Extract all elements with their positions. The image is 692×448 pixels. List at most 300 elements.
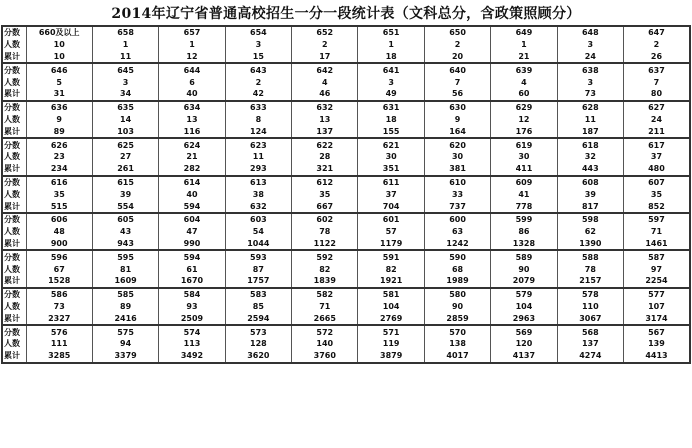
score-cell: 588 bbox=[557, 250, 623, 263]
count-cell: 24 bbox=[624, 114, 690, 126]
count-cell: 7 bbox=[624, 76, 690, 88]
score-cell: 637 bbox=[624, 63, 690, 76]
score-cell: 651 bbox=[358, 26, 424, 39]
count-cell: 39 bbox=[557, 188, 623, 200]
cumulative-cell: 164 bbox=[424, 125, 490, 138]
count-cell: 68 bbox=[424, 263, 490, 275]
count-cell: 62 bbox=[557, 226, 623, 238]
cumulative-cell: 1921 bbox=[358, 275, 424, 288]
score-cell: 642 bbox=[292, 63, 358, 76]
cumulative-cell: 103 bbox=[92, 125, 158, 138]
score-cell: 595 bbox=[92, 250, 158, 263]
count-cell: 3 bbox=[557, 39, 623, 51]
cumulative-cell: 3620 bbox=[225, 350, 291, 363]
cumulative-cell: 3174 bbox=[624, 312, 690, 325]
score-cell: 576 bbox=[26, 325, 92, 338]
count-cell: 43 bbox=[92, 226, 158, 238]
score-cell: 635 bbox=[92, 101, 158, 114]
score-cell: 590 bbox=[424, 250, 490, 263]
score-cell: 628 bbox=[557, 101, 623, 114]
count-row bbox=[2, 39, 690, 51]
score-row bbox=[2, 288, 690, 301]
count-cell: 23 bbox=[26, 151, 92, 163]
score-cell: 597 bbox=[624, 213, 690, 226]
row-label: 分数 bbox=[2, 26, 26, 39]
cumulative-cell: 667 bbox=[292, 200, 358, 213]
score-cell: 636 bbox=[26, 101, 92, 114]
score-cell: 657 bbox=[159, 26, 225, 39]
count-cell: 2 bbox=[225, 76, 291, 88]
count-cell: 138 bbox=[424, 338, 490, 350]
score-cell: 631 bbox=[358, 101, 424, 114]
cumulative-row bbox=[2, 200, 690, 213]
cumulative-cell: 1757 bbox=[225, 275, 291, 288]
count-cell: 48 bbox=[26, 226, 92, 238]
cumulative-cell: 1122 bbox=[292, 238, 358, 251]
score-cell: 607 bbox=[624, 176, 690, 189]
score-cell: 596 bbox=[26, 250, 92, 263]
count-cell: 78 bbox=[292, 226, 358, 238]
score-cell: 575 bbox=[92, 325, 158, 338]
count-row bbox=[2, 263, 690, 275]
cumulative-cell: 1179 bbox=[358, 238, 424, 251]
count-cell: 33 bbox=[424, 188, 490, 200]
score-cell: 606 bbox=[26, 213, 92, 226]
count-cell: 9 bbox=[424, 114, 490, 126]
count-cell: 3 bbox=[225, 39, 291, 51]
count-cell: 119 bbox=[358, 338, 424, 350]
count-row bbox=[2, 76, 690, 88]
count-cell: 2 bbox=[424, 39, 490, 51]
score-cell: 587 bbox=[624, 250, 690, 263]
count-cell: 18 bbox=[358, 114, 424, 126]
score-cell: 623 bbox=[225, 138, 291, 151]
cumulative-row bbox=[2, 125, 690, 138]
count-cell: 40 bbox=[159, 188, 225, 200]
count-cell: 139 bbox=[624, 338, 690, 350]
cumulative-cell: 15 bbox=[225, 51, 291, 64]
cumulative-cell: 40 bbox=[159, 88, 225, 101]
count-row bbox=[2, 114, 690, 126]
cumulative-row bbox=[2, 51, 690, 64]
score-cell: 599 bbox=[491, 213, 557, 226]
count-cell: 54 bbox=[225, 226, 291, 238]
count-cell: 35 bbox=[624, 188, 690, 200]
cumulative-cell: 943 bbox=[92, 238, 158, 251]
row-label: 分数 bbox=[2, 325, 26, 338]
score-cell: 641 bbox=[358, 63, 424, 76]
count-cell: 89 bbox=[92, 301, 158, 313]
count-cell: 11 bbox=[225, 151, 291, 163]
score-cell: 648 bbox=[557, 26, 623, 39]
count-cell: 4 bbox=[491, 76, 557, 88]
score-cell: 598 bbox=[557, 213, 623, 226]
cumulative-cell: 18 bbox=[358, 51, 424, 64]
cumulative-cell: 4274 bbox=[557, 350, 623, 363]
cumulative-cell: 2963 bbox=[491, 312, 557, 325]
count-cell: 1 bbox=[491, 39, 557, 51]
page-title: 2014年辽宁省普通高校招生一分一段统计表（文科总分，含政策照顾分） bbox=[111, 6, 581, 22]
row-label: 人数 bbox=[2, 301, 26, 313]
cumulative-cell: 2859 bbox=[424, 312, 490, 325]
cumulative-cell: 80 bbox=[624, 88, 690, 101]
count-cell: 110 bbox=[557, 301, 623, 313]
score-cell: 638 bbox=[557, 63, 623, 76]
count-cell: 86 bbox=[491, 226, 557, 238]
count-cell: 35 bbox=[26, 188, 92, 200]
score-cell: 570 bbox=[424, 325, 490, 338]
cumulative-cell: 2665 bbox=[292, 312, 358, 325]
cumulative-cell: 443 bbox=[557, 163, 623, 176]
score-cell: 645 bbox=[92, 63, 158, 76]
score-cell: 626 bbox=[26, 138, 92, 151]
score-cell: 660及以上 bbox=[26, 26, 92, 39]
count-row bbox=[2, 338, 690, 350]
cumulative-row bbox=[2, 88, 690, 101]
cumulative-cell: 26 bbox=[624, 51, 690, 64]
score-cell: 644 bbox=[159, 63, 225, 76]
row-label: 累计 bbox=[2, 200, 26, 213]
cumulative-cell: 2327 bbox=[26, 312, 92, 325]
score-cell: 603 bbox=[225, 213, 291, 226]
count-cell: 11 bbox=[557, 114, 623, 126]
score-cell: 601 bbox=[358, 213, 424, 226]
score-cell: 583 bbox=[225, 288, 291, 301]
count-cell: 13 bbox=[292, 114, 358, 126]
row-label: 分数 bbox=[2, 250, 26, 263]
cumulative-cell: 381 bbox=[424, 163, 490, 176]
score-row bbox=[2, 213, 690, 226]
cumulative-cell: 1528 bbox=[26, 275, 92, 288]
cumulative-row bbox=[2, 238, 690, 251]
score-cell: 578 bbox=[557, 288, 623, 301]
cumulative-cell: 1390 bbox=[557, 238, 623, 251]
count-cell: 93 bbox=[159, 301, 225, 313]
count-cell: 4 bbox=[292, 76, 358, 88]
cumulative-cell: 1044 bbox=[225, 238, 291, 251]
cumulative-cell: 155 bbox=[358, 125, 424, 138]
cumulative-cell: 34 bbox=[92, 88, 158, 101]
count-cell: 90 bbox=[491, 263, 557, 275]
cumulative-cell: 2509 bbox=[159, 312, 225, 325]
score-cell: 604 bbox=[159, 213, 225, 226]
count-cell: 87 bbox=[225, 263, 291, 275]
cumulative-cell: 4017 bbox=[424, 350, 490, 363]
cumulative-cell: 176 bbox=[491, 125, 557, 138]
count-cell: 13 bbox=[159, 114, 225, 126]
score-cell: 620 bbox=[424, 138, 490, 151]
cumulative-cell: 594 bbox=[159, 200, 225, 213]
count-cell: 5 bbox=[26, 76, 92, 88]
cumulative-cell: 4413 bbox=[624, 350, 690, 363]
row-label: 累计 bbox=[2, 51, 26, 64]
score-cell: 579 bbox=[491, 288, 557, 301]
score-cell: 640 bbox=[424, 63, 490, 76]
score-row bbox=[2, 138, 690, 151]
row-label: 人数 bbox=[2, 188, 26, 200]
cumulative-cell: 12 bbox=[159, 51, 225, 64]
score-cell: 649 bbox=[491, 26, 557, 39]
count-cell: 78 bbox=[557, 263, 623, 275]
score-cell: 574 bbox=[159, 325, 225, 338]
score-cell: 627 bbox=[624, 101, 690, 114]
score-cell: 654 bbox=[225, 26, 291, 39]
count-cell: 2 bbox=[624, 39, 690, 51]
count-cell: 113 bbox=[159, 338, 225, 350]
score-row bbox=[2, 176, 690, 189]
score-row bbox=[2, 250, 690, 263]
count-cell: 9 bbox=[26, 114, 92, 126]
count-cell: 104 bbox=[358, 301, 424, 313]
count-cell: 3 bbox=[92, 76, 158, 88]
cumulative-cell: 515 bbox=[26, 200, 92, 213]
score-row bbox=[2, 26, 690, 39]
cumulative-cell: 3067 bbox=[557, 312, 623, 325]
cumulative-cell: 411 bbox=[491, 163, 557, 176]
count-cell: 97 bbox=[624, 263, 690, 275]
row-label: 累计 bbox=[2, 238, 26, 251]
count-cell: 73 bbox=[26, 301, 92, 313]
score-cell: 577 bbox=[624, 288, 690, 301]
cumulative-row bbox=[2, 350, 690, 363]
cumulative-cell: 778 bbox=[491, 200, 557, 213]
score-row bbox=[2, 63, 690, 76]
cumulative-cell: 900 bbox=[26, 238, 92, 251]
score-cell: 643 bbox=[225, 63, 291, 76]
score-cell: 615 bbox=[92, 176, 158, 189]
row-label: 分数 bbox=[2, 176, 26, 189]
cumulative-cell: 704 bbox=[358, 200, 424, 213]
cumulative-cell: 2416 bbox=[92, 312, 158, 325]
count-cell: 14 bbox=[92, 114, 158, 126]
score-cell: 622 bbox=[292, 138, 358, 151]
cumulative-cell: 282 bbox=[159, 163, 225, 176]
cumulative-cell: 2594 bbox=[225, 312, 291, 325]
count-cell: 67 bbox=[26, 263, 92, 275]
score-cell: 630 bbox=[424, 101, 490, 114]
cumulative-cell: 3492 bbox=[159, 350, 225, 363]
count-cell: 10 bbox=[26, 39, 92, 51]
count-cell: 71 bbox=[624, 226, 690, 238]
score-cell: 572 bbox=[292, 325, 358, 338]
score-cell: 593 bbox=[225, 250, 291, 263]
score-cell: 647 bbox=[624, 26, 690, 39]
score-cell: 616 bbox=[26, 176, 92, 189]
cumulative-cell: 261 bbox=[92, 163, 158, 176]
row-label: 累计 bbox=[2, 275, 26, 288]
score-cell: 629 bbox=[491, 101, 557, 114]
cumulative-cell: 554 bbox=[92, 200, 158, 213]
count-cell: 3 bbox=[358, 76, 424, 88]
score-cell: 652 bbox=[292, 26, 358, 39]
cumulative-cell: 480 bbox=[624, 163, 690, 176]
score-cell: 567 bbox=[624, 325, 690, 338]
count-cell: 120 bbox=[491, 338, 557, 350]
row-label: 累计 bbox=[2, 350, 26, 363]
score-cell: 634 bbox=[159, 101, 225, 114]
cumulative-cell: 1989 bbox=[424, 275, 490, 288]
count-cell: 81 bbox=[92, 263, 158, 275]
count-cell: 47 bbox=[159, 226, 225, 238]
cumulative-cell: 211 bbox=[624, 125, 690, 138]
score-cell: 608 bbox=[557, 176, 623, 189]
cumulative-cell: 56 bbox=[424, 88, 490, 101]
count-cell: 1 bbox=[358, 39, 424, 51]
cumulative-cell: 49 bbox=[358, 88, 424, 101]
cumulative-cell: 2254 bbox=[624, 275, 690, 288]
count-cell: 82 bbox=[358, 263, 424, 275]
score-cell: 568 bbox=[557, 325, 623, 338]
cumulative-cell: 852 bbox=[624, 200, 690, 213]
cumulative-cell: 1670 bbox=[159, 275, 225, 288]
score-cell: 589 bbox=[491, 250, 557, 263]
count-cell: 21 bbox=[159, 151, 225, 163]
count-cell: 71 bbox=[292, 301, 358, 313]
cumulative-cell: 3285 bbox=[26, 350, 92, 363]
score-cell: 600 bbox=[424, 213, 490, 226]
score-cell: 618 bbox=[557, 138, 623, 151]
cumulative-cell: 46 bbox=[292, 88, 358, 101]
cumulative-row bbox=[2, 275, 690, 288]
count-cell: 12 bbox=[491, 114, 557, 126]
cumulative-cell: 1839 bbox=[292, 275, 358, 288]
count-cell: 2 bbox=[292, 39, 358, 51]
row-label: 分数 bbox=[2, 213, 26, 226]
score-cell: 605 bbox=[92, 213, 158, 226]
count-cell: 39 bbox=[92, 188, 158, 200]
cumulative-cell: 3379 bbox=[92, 350, 158, 363]
row-label: 分数 bbox=[2, 101, 26, 114]
count-cell: 3 bbox=[557, 76, 623, 88]
count-cell: 104 bbox=[491, 301, 557, 313]
count-cell: 128 bbox=[225, 338, 291, 350]
score-cell: 625 bbox=[92, 138, 158, 151]
score-cell: 619 bbox=[491, 138, 557, 151]
row-label: 人数 bbox=[2, 39, 26, 51]
score-cell: 602 bbox=[292, 213, 358, 226]
count-cell: 37 bbox=[358, 188, 424, 200]
score-cell: 586 bbox=[26, 288, 92, 301]
row-label: 人数 bbox=[2, 226, 26, 238]
cumulative-cell: 3760 bbox=[292, 350, 358, 363]
score-cell: 650 bbox=[424, 26, 490, 39]
score-cell: 592 bbox=[292, 250, 358, 263]
score-cell: 580 bbox=[424, 288, 490, 301]
score-cell: 658 bbox=[92, 26, 158, 39]
cumulative-cell: 124 bbox=[225, 125, 291, 138]
cumulative-cell: 60 bbox=[491, 88, 557, 101]
score-cell: 581 bbox=[358, 288, 424, 301]
score-cell: 573 bbox=[225, 325, 291, 338]
cumulative-cell: 10 bbox=[26, 51, 92, 64]
cumulative-row bbox=[2, 163, 690, 176]
cumulative-cell: 187 bbox=[557, 125, 623, 138]
cumulative-cell: 89 bbox=[26, 125, 92, 138]
count-cell: 57 bbox=[358, 226, 424, 238]
cumulative-cell: 31 bbox=[26, 88, 92, 101]
score-cell: 585 bbox=[92, 288, 158, 301]
cumulative-cell: 632 bbox=[225, 200, 291, 213]
row-label: 累计 bbox=[2, 88, 26, 101]
cumulative-cell: 990 bbox=[159, 238, 225, 251]
cumulative-cell: 293 bbox=[225, 163, 291, 176]
score-row bbox=[2, 101, 690, 114]
score-cell: 646 bbox=[26, 63, 92, 76]
cumulative-row bbox=[2, 312, 690, 325]
count-cell: 63 bbox=[424, 226, 490, 238]
score-cell: 617 bbox=[624, 138, 690, 151]
row-label: 累计 bbox=[2, 125, 26, 138]
cumulative-cell: 2157 bbox=[557, 275, 623, 288]
row-label: 累计 bbox=[2, 163, 26, 176]
score-table bbox=[1, 25, 691, 364]
row-label: 人数 bbox=[2, 151, 26, 163]
count-cell: 30 bbox=[424, 151, 490, 163]
cumulative-cell: 234 bbox=[26, 163, 92, 176]
count-cell: 1 bbox=[92, 39, 158, 51]
count-cell: 111 bbox=[26, 338, 92, 350]
cumulative-cell: 24 bbox=[557, 51, 623, 64]
row-label: 人数 bbox=[2, 114, 26, 126]
cumulative-cell: 351 bbox=[358, 163, 424, 176]
count-cell: 8 bbox=[225, 114, 291, 126]
cumulative-cell: 137 bbox=[292, 125, 358, 138]
score-cell: 571 bbox=[358, 325, 424, 338]
score-cell: 639 bbox=[491, 63, 557, 76]
score-cell: 594 bbox=[159, 250, 225, 263]
count-cell: 38 bbox=[225, 188, 291, 200]
cumulative-cell: 42 bbox=[225, 88, 291, 101]
count-row bbox=[2, 188, 690, 200]
score-cell: 613 bbox=[225, 176, 291, 189]
cumulative-cell: 21 bbox=[491, 51, 557, 64]
cumulative-cell: 321 bbox=[292, 163, 358, 176]
count-cell: 1 bbox=[159, 39, 225, 51]
score-cell: 584 bbox=[159, 288, 225, 301]
cumulative-cell: 1242 bbox=[424, 238, 490, 251]
row-label: 分数 bbox=[2, 288, 26, 301]
score-cell: 612 bbox=[292, 176, 358, 189]
count-cell: 28 bbox=[292, 151, 358, 163]
count-cell: 85 bbox=[225, 301, 291, 313]
row-label: 分数 bbox=[2, 138, 26, 151]
row-label: 人数 bbox=[2, 76, 26, 88]
score-cell: 624 bbox=[159, 138, 225, 151]
count-cell: 107 bbox=[624, 301, 690, 313]
cumulative-cell: 2079 bbox=[491, 275, 557, 288]
row-label: 累计 bbox=[2, 312, 26, 325]
count-cell: 41 bbox=[491, 188, 557, 200]
count-cell: 37 bbox=[624, 151, 690, 163]
count-cell: 27 bbox=[92, 151, 158, 163]
score-row bbox=[2, 325, 690, 338]
count-cell: 7 bbox=[424, 76, 490, 88]
score-cell: 614 bbox=[159, 176, 225, 189]
score-cell: 591 bbox=[358, 250, 424, 263]
row-label: 人数 bbox=[2, 338, 26, 350]
cumulative-cell: 2769 bbox=[358, 312, 424, 325]
score-cell: 632 bbox=[292, 101, 358, 114]
count-cell: 6 bbox=[159, 76, 225, 88]
count-cell: 137 bbox=[557, 338, 623, 350]
count-row bbox=[2, 226, 690, 238]
cumulative-cell: 1461 bbox=[624, 238, 690, 251]
row-label: 分数 bbox=[2, 63, 26, 76]
count-cell: 61 bbox=[159, 263, 225, 275]
cumulative-cell: 11 bbox=[92, 51, 158, 64]
row-label: 人数 bbox=[2, 263, 26, 275]
score-cell: 610 bbox=[424, 176, 490, 189]
